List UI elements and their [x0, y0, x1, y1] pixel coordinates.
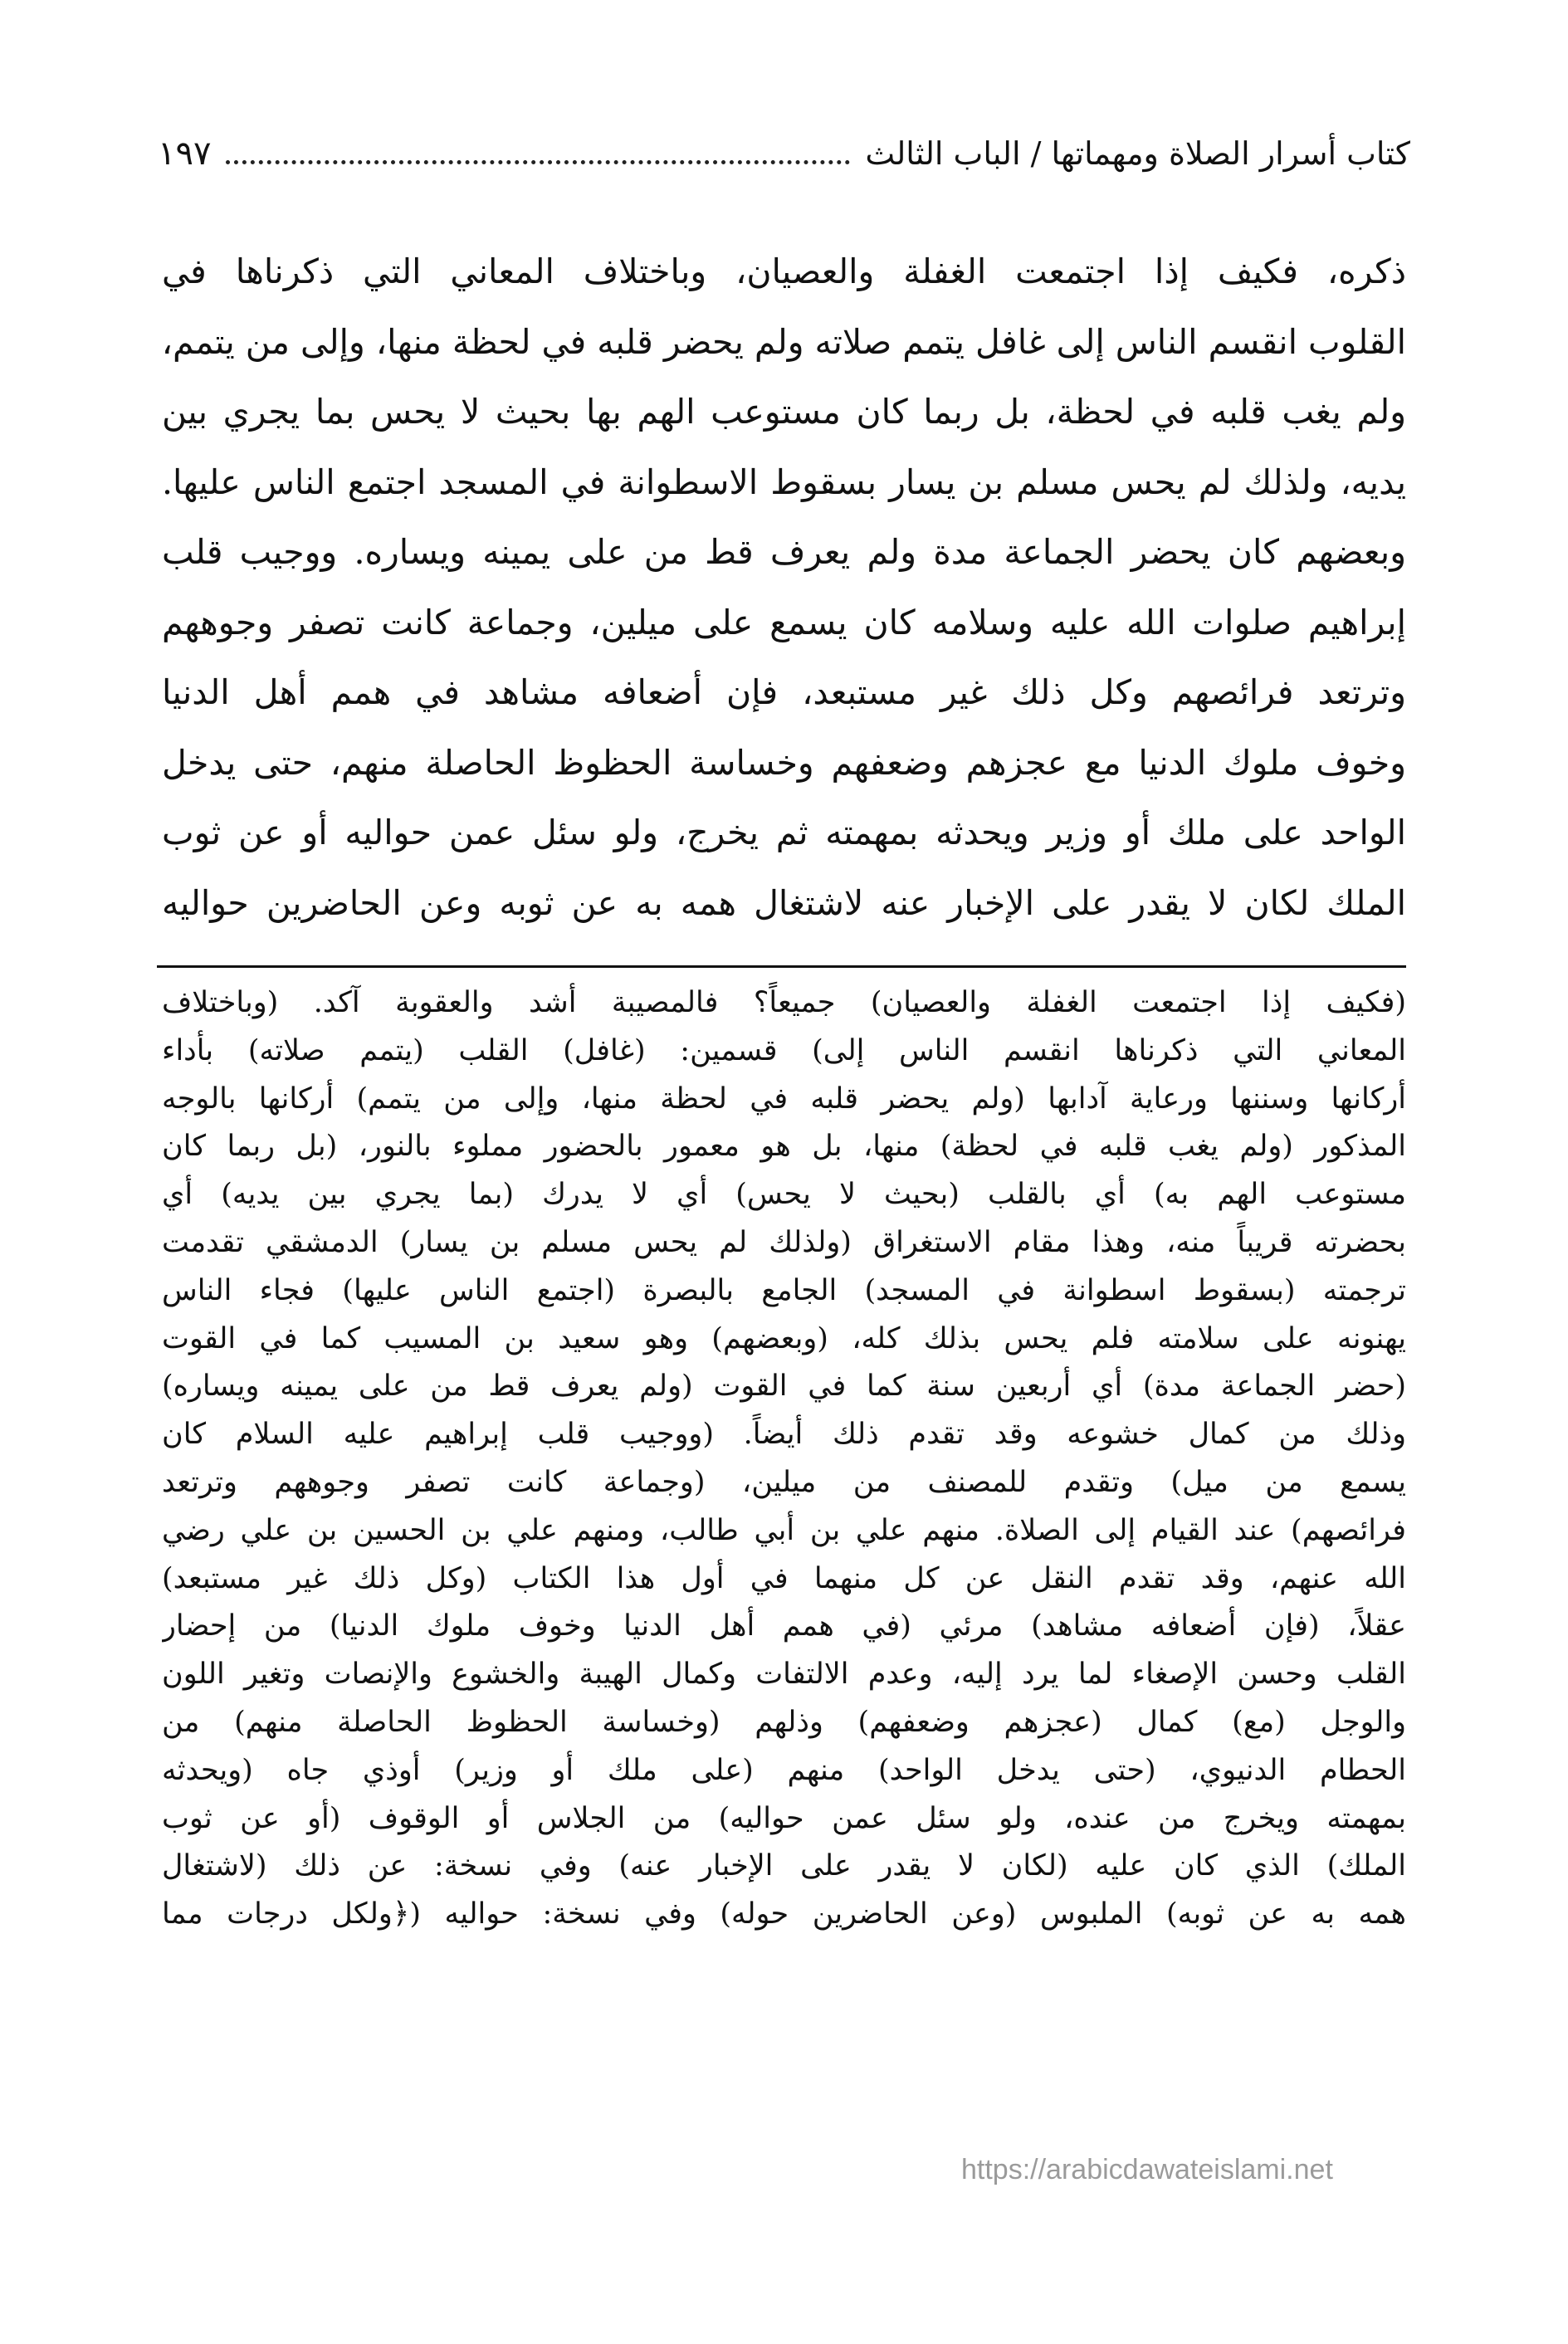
main-text-line: يديه، ولذلك لم يحس مسلم بن يسار بسقوط الاسطوانة في المسجد اجتمع الناس عليها. — [162, 461, 1406, 502]
commentary-line: المذكور (ولم يغب قلبه في لحظة) منها، بل هو معمور بالحضور مملوء بالنور، (بل ربما كان — [162, 1130, 1406, 1164]
commentary-line: يهنونه على سلامته فلم يحس بذلك كله، (وبعضهم) وهو سعيد بن المسيب كما في القوت — [162, 1321, 1406, 1355]
commentary-line: (حضر الجماعة مدة) أي أربعين سنة كما في القوت (ولم يعرف قط من على يمينه ويساره) — [162, 1370, 1406, 1404]
main-text-line: وترتعد فرائصهم وكل ذلك غير مستبعد، فإن أضعافه مشاهد في همم أهل الدنيا — [162, 672, 1406, 712]
footnote-separator — [157, 965, 1406, 968]
main-text-line: ولم يغب قلبه في لحظة، بل ربما كان مستوعب الهم بها بحيث لا يحس بما يجري بين — [162, 392, 1406, 432]
commentary — [162, 979, 1406, 1939]
commentary-line: والوجل (مع) كمال (عجزهم وضعفهم) وذلهم (وخساسة الحظوظ الحاصلة منهم) من — [162, 1705, 1406, 1739]
commentary-line: ترجمته (بسقوط اسطوانة في المسجد) الجامع بالبصرة (اجتمع الناس عليها) فجاء الناس — [162, 1273, 1406, 1307]
watermark-url: https://arabicdawateislami.net — [961, 2154, 1333, 2185]
commentary-line: عقلاً، (فإن أضعافه مشاهد) مرئي (في همم أهل الدنيا وخوف ملوك الدنيا) من إحضار — [162, 1609, 1406, 1643]
main-text-line: إبراهيم صلوات الله عليه وسلامه كان يسمع على ميلين، وجماعة كانت تصفر وجوههم — [162, 602, 1406, 642]
main-text-line: وبعضهم كان يحضر الجماعة مدة ولم يعرف قط من على يمينه ويساره. ووجيب قلب — [162, 532, 1406, 572]
commentary-line: فرائصهم) عند القيام إلى الصلاة. منهم علي بن أبي طالب، ومنهم علي بن الحسين بن علي رضي — [162, 1513, 1406, 1547]
commentary-line: القلب وحسن الإصغاء لما يرد إليه، وعدم الالتفات وكمال الهيبة والخشوع والإنصات وتغير اللون — [162, 1658, 1406, 1692]
commentary-line: الله عنهم، وقد تقدم النقل عن كل منهما في أول هذا الكتاب (وكل ذلك غير مستبعد) — [162, 1561, 1406, 1595]
page-number: ١٩٧ — [158, 134, 212, 173]
main-text-line: القلوب انقسم الناس إلى غافل يتمم صلاته ولم يحضر قلبه في لحظة منها، وإلى من يتمم، — [162, 321, 1406, 362]
chapter-title: كتاب أسرار الصلاة ومهماتها / الباب الثالث — [865, 135, 1410, 172]
commentary-line: وذلك من كمال خشوعه وقد تقدم ذلك أيضاً. (ووجيب قلب إبراهيم عليه السلام كان — [162, 1418, 1406, 1452]
main-text-line: الواحد على ملك أو وزير ويحدثه بمهمته ثم يخرج، ولو سئل عمن حواليه أو عن ثوب — [162, 813, 1406, 852]
dot-leader — [226, 160, 850, 164]
commentary-line: (فكيف إذا اجتمعت الغفلة والعصيان) جميعاً؟ فالمصيبة أشد والعقوبة آكد. (وباختلاف — [162, 986, 1406, 1019]
main-text-line: وخوف ملوك الدنيا مع عجزهم وضعفهم وخساسة الحظوظ الحاصلة منهم، حتى يدخل — [162, 742, 1406, 783]
commentary-line: بحضرته قريباً منه، وهذا مقام الاستغراق (ولذلك لم يحس مسلم بن يسار) الدمشقي تقدمت — [162, 1225, 1406, 1259]
commentary-line: بمهمته ويخرج من عنده، ولو سئل عمن حواليه) من الجلاس أو الوقوف (أو عن ثوب — [162, 1801, 1406, 1835]
commentary-line: الملك) الذي كان عليه (لكان لا يقدر على الإخبار عنه) وفي نسخة: عن ذلك (لاشتغال — [162, 1849, 1406, 1883]
commentary-line: همه به عن ثوبه) الملبوس (وعن الحاضرين حوله) وفي نسخة: حواليه (﴿ولكل درجات مما — [162, 1897, 1406, 1931]
commentary-line: أركانها وسننها ورعاية آدابها (ولم يحضر قلبه في لحظة منها، وإلى من يتمم) أركانها بالوجه — [162, 1082, 1406, 1116]
main-text-line: ذكره، فكيف إذا اجتمعت الغفلة والعصيان، وباختلاف المعاني التي ذكرناها في — [162, 251, 1406, 291]
commentary-line: مستوعب الهم به) أي بالقلب (بحيث لا يحس) أي لا يدرك (بما يجري بين يديه) أي — [162, 1178, 1406, 1212]
running-header — [158, 125, 1410, 183]
commentary-line: الحطام الدنيوي، (حتى يدخل الواحد) منهم (على ملك أو وزير) أوذي جاه (ويحدثه — [162, 1753, 1406, 1787]
main-text — [162, 237, 1406, 938]
commentary-line: المعاني التي ذكرناها انقسم الناس إلى) قسمين: (غافل) القلب (يتمم صلاته) بأداء — [162, 1033, 1406, 1067]
commentary-line: يسمع من ميل) وتقدم للمصنف من ميلين، (وجماعة كانت تصفر وجوههم وترتعد — [162, 1465, 1406, 1499]
main-text-line: الملك لكان لا يقدر على الإخبار عنه لاشتغال همه به عن ثوبه وعن الحاضرين حواليه — [162, 882, 1406, 923]
